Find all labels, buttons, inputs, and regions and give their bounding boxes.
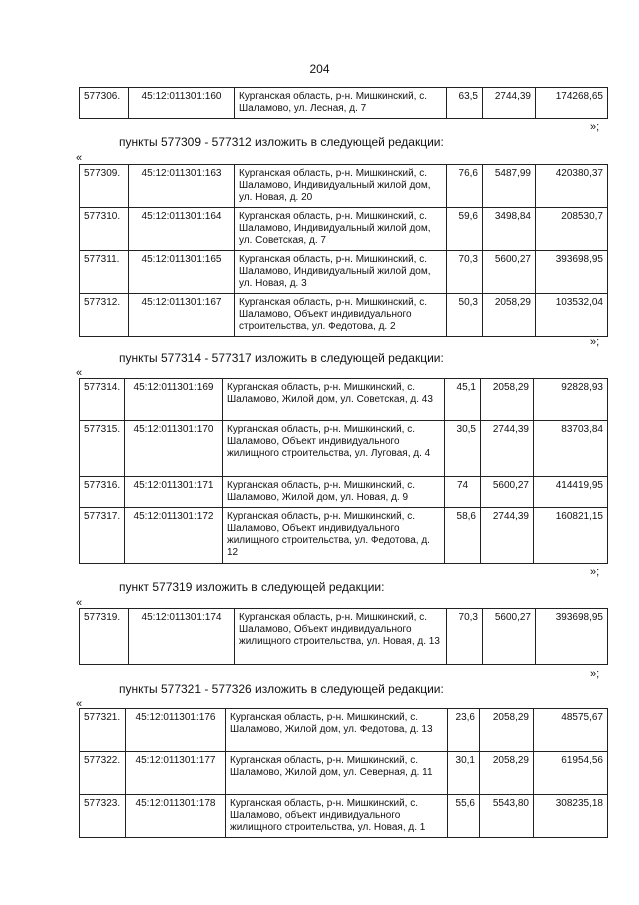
cell-price: 2744,39 bbox=[483, 88, 536, 119]
cell-price: 2058,29 bbox=[483, 294, 536, 337]
table-3 bbox=[79, 378, 608, 564]
table-5 bbox=[79, 708, 608, 838]
cell-number: 577317. bbox=[80, 508, 125, 564]
cell-number: 577322. bbox=[80, 752, 126, 795]
cell-total: 160821,15 bbox=[534, 508, 608, 564]
cell-price: 3498,84 bbox=[483, 208, 536, 251]
table-row bbox=[80, 165, 608, 208]
cell-area: 23,6 bbox=[448, 709, 480, 752]
cell-address: Курганская область, р-н. Мишкинский, с. Шаламово, Объект индивидуального жилищного строительства, ул. Федотова, д. 12 bbox=[223, 508, 445, 564]
table-1 bbox=[79, 87, 608, 119]
cell-total: 103532,04 bbox=[536, 294, 608, 337]
cell-price: 5600,27 bbox=[481, 477, 534, 508]
cell-total: 393698,95 bbox=[536, 251, 608, 294]
cell-address: Курганская область, р-н. Мишкинский, с. Шаламово, Объект индивидуального строительства, ул. Федотова, д. 2 bbox=[235, 294, 447, 337]
opening-mark: « bbox=[76, 152, 83, 164]
page-number: 204 bbox=[309, 62, 330, 76]
cell-area: 30,5 bbox=[445, 421, 481, 477]
cell-total: 208530,7 bbox=[536, 208, 608, 251]
heading-3: пункт 577319 изложить в следующей редакции: bbox=[119, 580, 385, 594]
cell-cadastral: 45:12:011301:163 bbox=[129, 165, 235, 208]
cell-cadastral: 45:12:011301:165 bbox=[129, 251, 235, 294]
table-row bbox=[80, 294, 608, 337]
cell-total: 308235,18 bbox=[534, 795, 608, 838]
cell-total: 92828,93 bbox=[534, 379, 608, 421]
cell-cadastral: 45:12:011301:160 bbox=[129, 88, 235, 119]
cell-cadastral: 45:12:011301:167 bbox=[129, 294, 235, 337]
cell-area: 30,1 bbox=[448, 752, 480, 795]
cell-number: 577316. bbox=[80, 477, 125, 508]
cell-number: 577315. bbox=[80, 421, 125, 477]
cell-number: 577323. bbox=[80, 795, 126, 838]
cell-total: 393698,95 bbox=[536, 609, 608, 665]
cell-price: 5543,80 bbox=[480, 795, 534, 838]
cell-area: 55,6 bbox=[448, 795, 480, 838]
cell-total: 48575,67 bbox=[534, 709, 608, 752]
cell-area: 76,6 bbox=[447, 165, 483, 208]
table-row bbox=[80, 508, 608, 564]
heading-4: пункты 577321 - 577326 изложить в следующей редакции: bbox=[119, 682, 444, 696]
table-row bbox=[80, 208, 608, 251]
closing-mark: »; bbox=[590, 121, 600, 133]
cell-cadastral: 45:12:011301:174 bbox=[129, 609, 235, 665]
cell-price: 2744,39 bbox=[481, 508, 534, 564]
cell-number: 577311. bbox=[80, 251, 129, 294]
table-row bbox=[80, 251, 608, 294]
closing-mark: »; bbox=[590, 566, 600, 578]
cell-address: Курганская область, р-н. Мишкинский, с. Шаламово, Жилой дом, ул. Советская, д. 43 bbox=[223, 379, 445, 421]
opening-mark: « bbox=[76, 698, 83, 710]
table-2 bbox=[79, 164, 608, 337]
closing-mark: »; bbox=[590, 668, 600, 680]
cell-price: 2744,39 bbox=[481, 421, 534, 477]
cell-total: 420380,37 bbox=[536, 165, 608, 208]
cell-cadastral: 45:12:011301:177 bbox=[126, 752, 226, 795]
cell-area: 59,6 bbox=[447, 208, 483, 251]
cell-price: 2058,29 bbox=[480, 709, 534, 752]
cell-cadastral: 45:12:011301:171 bbox=[125, 477, 223, 508]
cell-cadastral: 45:12:011301:164 bbox=[129, 208, 235, 251]
table-row bbox=[80, 88, 608, 119]
opening-mark: « bbox=[76, 367, 83, 379]
opening-mark: « bbox=[76, 597, 83, 609]
heading-2: пункты 577314 - 577317 изложить в следующей редакции: bbox=[119, 351, 444, 365]
cell-price: 5487,99 bbox=[483, 165, 536, 208]
cell-price: 5600,27 bbox=[483, 609, 536, 665]
cell-address: Курганская область, р-н. Мишкинский, с. Шаламово, Объект индивидуального жилищного строительства, ул. Новая, д. 13 bbox=[235, 609, 447, 665]
cell-address: Курганская область, р-н. Мишкинский, с. Шаламово, Индивидуальный жилой дом, ул. Советская, д. 7 bbox=[235, 208, 447, 251]
cell-total: 174268,65 bbox=[536, 88, 608, 119]
cell-cadastral: 45:12:011301:169 bbox=[125, 379, 223, 421]
cell-total: 414419,95 bbox=[534, 477, 608, 508]
cell-cadastral: 45:12:011301:170 bbox=[125, 421, 223, 477]
table-row bbox=[80, 379, 608, 421]
cell-number: 577309. bbox=[80, 165, 129, 208]
closing-mark: »; bbox=[590, 336, 600, 348]
table-row bbox=[80, 609, 608, 665]
cell-address: Курганская область, р-н. Мишкинский, с. Шаламово, ул. Лесная, д. 7 bbox=[235, 88, 447, 119]
cell-area: 58,6 bbox=[445, 508, 481, 564]
table-row bbox=[80, 709, 608, 752]
cell-number: 577319. bbox=[80, 609, 129, 665]
cell-area: 70,3 bbox=[447, 251, 483, 294]
cell-number: 577306. bbox=[80, 88, 129, 119]
table-row bbox=[80, 421, 608, 477]
cell-address: Курганская область, р-н. Мишкинский, с. Шаламово, Индивидуальный жилой дом, ул. Новая, д. 20 bbox=[235, 165, 447, 208]
cell-number: 577312. bbox=[80, 294, 129, 337]
cell-price: 2058,29 bbox=[481, 379, 534, 421]
cell-number: 577314. bbox=[80, 379, 125, 421]
cell-cadastral: 45:12:011301:178 bbox=[126, 795, 226, 838]
cell-address: Курганская область, р-н. Мишкинский, с. Шаламово, объект индивидуального жилищного строительства, ул. Новая, д. 1 bbox=[226, 795, 448, 838]
cell-address: Курганская область, р-н. Мишкинский, с. Шаламово, Жилой дом, ул. Новая, д. 9 bbox=[223, 477, 445, 508]
cell-address: Курганская область, р-н. Мишкинский, с. Шаламово, Жилой дом, ул. Федотова, д. 13 bbox=[226, 709, 448, 752]
cell-address: Курганская область, р-н. Мишкинский, с. Шаламово, Индивидуальный жилой дом, ул. Новая, д. 3 bbox=[235, 251, 447, 294]
cell-price: 5600,27 bbox=[483, 251, 536, 294]
cell-address: Курганская область, р-н. Мишкинский, с. Шаламово, Объект индивидуального жилищного строительства, ул. Луговая, д. 4 bbox=[223, 421, 445, 477]
table-4 bbox=[79, 608, 608, 665]
table-row bbox=[80, 795, 608, 838]
table-row bbox=[80, 477, 608, 508]
cell-number: 577321. bbox=[80, 709, 126, 752]
cell-area: 70,3 bbox=[447, 609, 483, 665]
cell-area: 45,1 bbox=[445, 379, 481, 421]
cell-total: 83703,84 bbox=[534, 421, 608, 477]
cell-total: 61954,56 bbox=[534, 752, 608, 795]
cell-cadastral: 45:12:011301:176 bbox=[126, 709, 226, 752]
cell-area: 63,5 bbox=[447, 88, 483, 119]
cell-number: 577310. bbox=[80, 208, 129, 251]
table-row bbox=[80, 752, 608, 795]
cell-cadastral: 45:12:011301:172 bbox=[125, 508, 223, 564]
cell-area: 74 bbox=[445, 477, 481, 508]
heading-1: пункты 577309 - 577312 изложить в следующей редакции: bbox=[119, 135, 444, 149]
cell-price: 2058,29 bbox=[480, 752, 534, 795]
cell-address: Курганская область, р-н. Мишкинский, с. Шаламово, Жилой дом, ул. Северная, д. 11 bbox=[226, 752, 448, 795]
cell-area: 50,3 bbox=[447, 294, 483, 337]
